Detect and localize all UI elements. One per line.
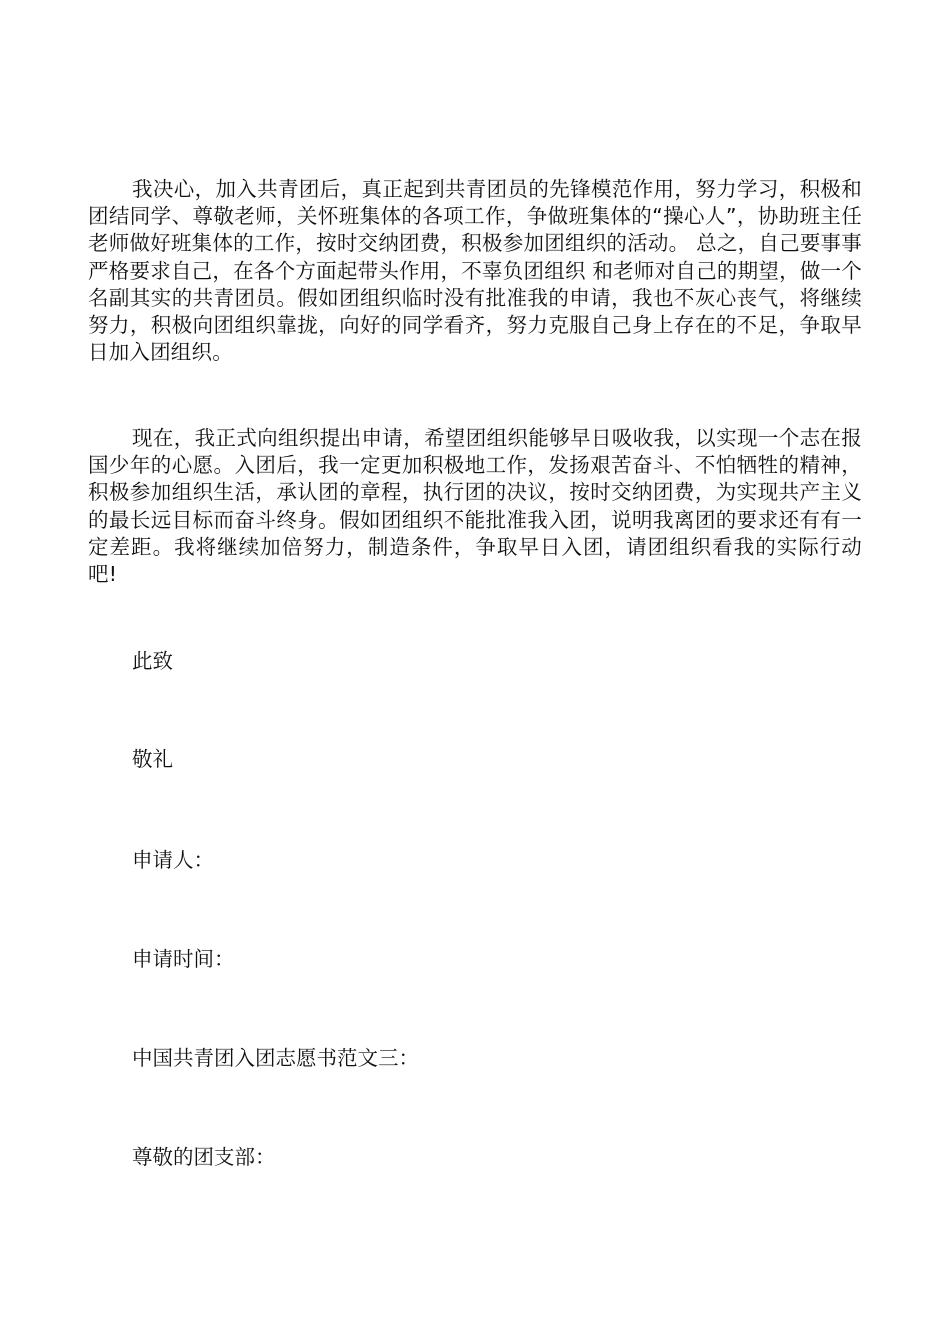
application-date-label: 申请时间： (132, 947, 235, 971)
body-paragraph-1: 我决心，加入共青团后，真正起到共青团员的先锋模范作用，努力学习，积极和团结同学、尊敬老师，关怀班集体的各项工作，争做班集体的“操心人”，协助班主任 老师做好班集体的工作，按时交纳团费，积极参加团组织的活动。 总之，自己要事事严格要求自己，在各个方面起带头作用，不辜负团组织 和老师对自己的期望，做一个名副其实的共青团员。假如团组织临时没有批准我的申请，我也不灰心丧气，将继续努力，积极向团组织靠拢，向好的同学看齐，努力克服自己身上存在的不足，争取早日加入团组织。 (88, 177, 862, 365)
closing-line: 此致 (132, 649, 173, 673)
next-section-greeting: 尊敬的团支部： (132, 1145, 276, 1169)
body-paragraph-2: 现在，我正式向组织提出申请，希望团组织能够早日吸收我，以实现一个志在报国少年的心愿。入团后，我一定更加积极地工作，发扬艰苦奋斗、不怕牺牲的精神，积极参加组织生活，承认团的章程，执行团的决议，按时交纳团费，为实现共产主义的最长远目标而奋斗终身。假如团组织不能批准我入团，说明我离团的要求还有有一定差距。我将继续加倍努力，制造条件，争取早日入团，请团组织看我的实际行动吧! (88, 426, 862, 587)
next-section-title: 中国共青团入团志愿书范文三： (132, 1046, 419, 1070)
salute-line: 敬礼 (132, 747, 173, 771)
applicant-label: 申请人： (132, 848, 214, 872)
